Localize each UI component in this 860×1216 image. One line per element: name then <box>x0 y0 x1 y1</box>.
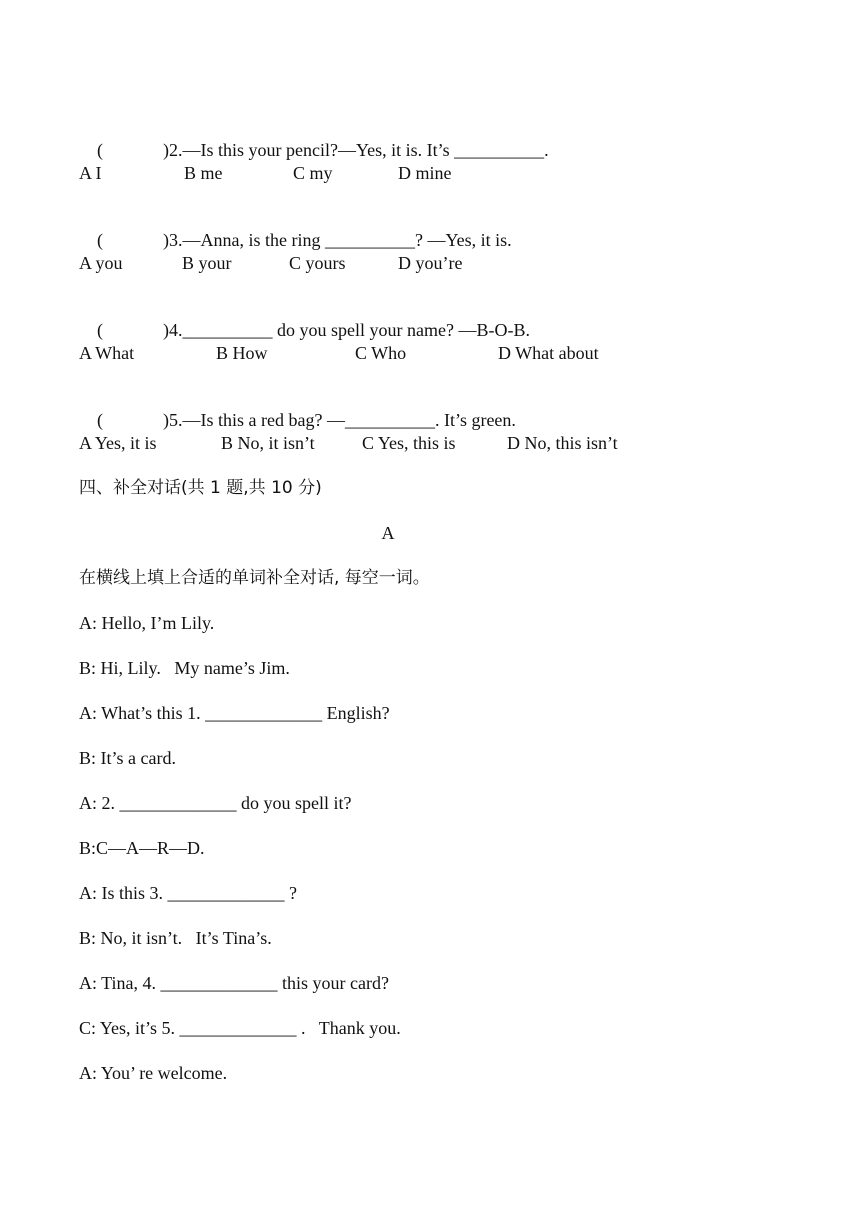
dialogue-line: B:C—A—R—D. <box>79 838 205 858</box>
dialogue-line: A: 2. _____________ do you spell it? <box>79 793 352 813</box>
question-stem: )3.—Anna, is the ring __________? —Yes, it is. <box>163 230 512 250</box>
dialogue-line: A: You’ re welcome. <box>79 1063 228 1083</box>
dialogue-line: B: It’s a card. <box>79 748 176 768</box>
dialogue-line: A: Is this 3. _____________ ? <box>79 883 297 903</box>
question-stem: )2.—Is this your pencil?—Yes, it is. It’s __________. <box>163 140 549 160</box>
answer-paren: ( <box>97 230 103 250</box>
question-4 <box>79 297 530 363</box>
dialogue-line: A: What’s this 1. _____________ English? <box>79 703 390 723</box>
option-b: B No, it isn’t <box>221 433 315 453</box>
option-b: B your <box>182 253 232 273</box>
question-stem: )5.—Is this a red bag? —__________. It’s green. <box>163 410 516 430</box>
section-heading: 四、补全对话(共 1 题,共 10 分) <box>79 478 322 498</box>
dialogue-line: A: Hello, I’m Lily. <box>79 613 215 633</box>
part-label: A <box>381 523 395 543</box>
option-b: B me <box>184 163 223 183</box>
option-a: A What <box>79 343 135 363</box>
dialogue-line: B: Hi, Lily. My name’s Jim. <box>79 658 290 678</box>
option-a: A I <box>79 163 102 183</box>
option-d: D mine <box>398 163 452 183</box>
option-c: C yours <box>289 253 346 273</box>
option-d: D No, this isn’t <box>507 433 618 453</box>
option-c: C my <box>293 163 333 183</box>
answer-paren: ( <box>97 320 103 340</box>
dialogue-line: C: Yes, it’s 5. _____________ . Thank you. <box>79 1018 401 1038</box>
dialogue-line: B: No, it isn’t. It’s Tina’s. <box>79 928 272 948</box>
question-stem: )4.__________ do you spell your name? —B-O-B. <box>163 320 530 340</box>
option-d: D you’re <box>398 253 463 273</box>
instruction: 在横线上填上合适的单词补全对话, 每空一词。 <box>79 568 430 588</box>
answer-paren: ( <box>97 410 103 430</box>
answer-paren: ( <box>97 140 103 160</box>
option-d: D What about <box>498 343 599 363</box>
option-c: C Yes, this is <box>362 433 456 453</box>
dialogue-line: A: Tina, 4. _____________ this your card? <box>79 973 389 993</box>
option-a: A you <box>79 253 123 273</box>
option-c: C Who <box>355 343 407 363</box>
option-b: B How <box>216 343 268 363</box>
option-a: A Yes, it is <box>79 433 157 453</box>
